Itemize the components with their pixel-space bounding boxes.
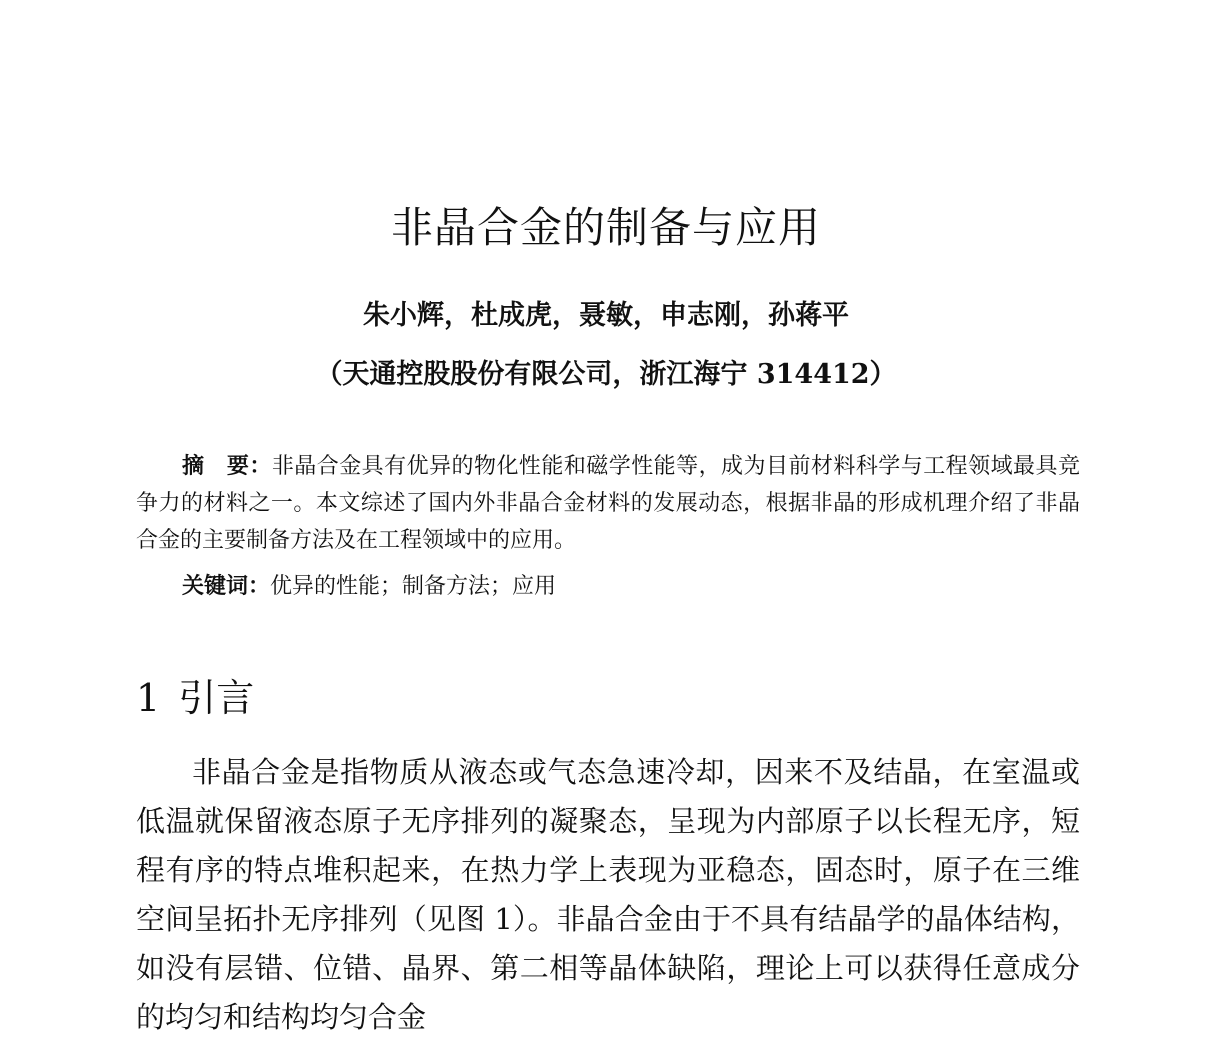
keywords-label: 关键词：: [182, 573, 271, 599]
keywords-block: [182, 568, 556, 605]
section-number: 1: [136, 676, 161, 720]
abstract-text: 非晶合金具有优异的物化性能和磁学性能等，成为目前材料科学与工程领域最具竞争力的材料之一。本文综述了国内外非晶合金材料的发展动态，根据非晶的形成机理介绍了非晶合金的主要制备方法及在工程领域中的应用。: [136, 454, 1080, 553]
body-text: [136, 748, 1080, 1042]
abstract-block: [136, 448, 1080, 559]
section-title: 引言: [178, 676, 255, 720]
body-paragraph: 非晶合金是指物质从液态或气态急速冷却，因来不及结晶，在室温或低温就保留液态原子无序排列的凝聚态，呈现为内部原子以长程无序，短程有序的特点堆积起来，在热力学上表现为亚稳态，固态时，原子在三维空间呈拓扑无序排列（见图 1）。非晶合金由于不具有结晶学的晶体结构，如没有层错、位错、晶界、第二相等晶体缺陷，理论上可以获得任意成分的均匀和结构均匀合金: [136, 755, 1080, 1034]
keywords-text: 优异的性能；制备方法；应用: [270, 574, 557, 599]
paper-title: 非晶合金的制备与应用: [390, 203, 821, 252]
author-list: 朱小辉，杜成虎，聂敏，申志刚，孙蒋平: [363, 300, 849, 331]
abstract-label: 摘 要：: [182, 453, 272, 479]
section-heading: [136, 672, 254, 724]
affiliation: （天通控股股份有限公司，浙江海宁 314412）: [315, 359, 897, 390]
